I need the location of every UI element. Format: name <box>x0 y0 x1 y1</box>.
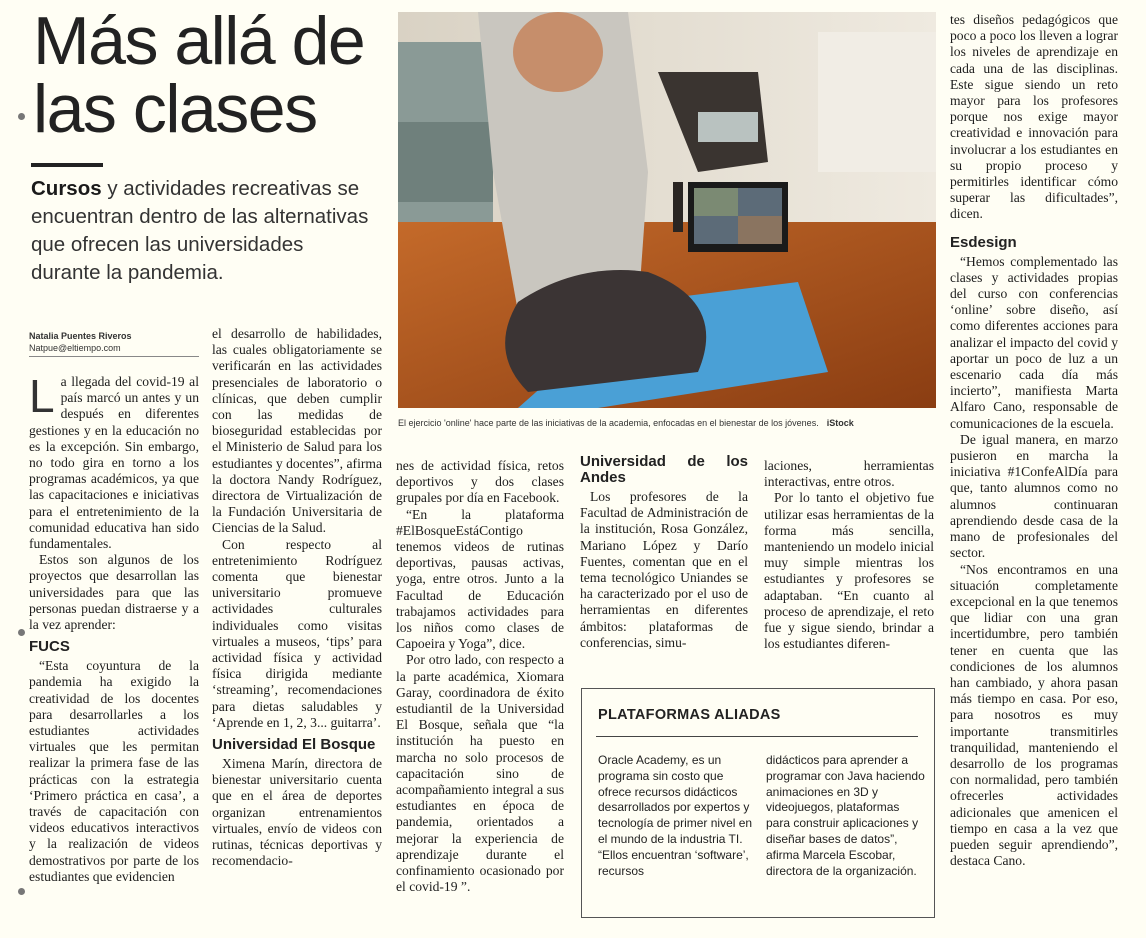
col1-paragraph-3: “Esta coyuntura de la pandemia ha exigido la creatividad de los docentes para desarrollarles a los estudiantes actividades virtuales que les permitan realizar la primera fase de las prácticas con la estrategia ‘Primero práctica en casa’, a través de capacitación con videos educativos interactivos y la realización de videos demostrativos por parte de los estudiantes que evidencien <box>29 658 199 884</box>
col6-paragraph-4: “Nos encontramos en una situación completamente excepcional en la que tenemos que lidiar con una gran incertidumbre, pero también tener en cuenta que las condiciones de los alumnos han cambiado, y ahora pasan más tiempo en casa. Por eso, para nosotros es muy importante transmitirles tranquilidad, manteniendo el desarrollo de los programas con normalidad, pero también ofrecerles actividades adicionales que amenicen el tiempo en casa a la vez que pueden seguir aprendiendo”, destaca Cano. <box>950 561 1118 869</box>
sidebar-title: PLATAFORMAS ALIADAS <box>598 707 781 723</box>
sidebar-rule <box>596 736 918 737</box>
subhead-fucs: FUCS <box>29 638 70 656</box>
byline-author: Natalia Puentes Riveros <box>29 331 132 341</box>
col3-paragraph-3: Por otro lado, con respecto a la parte académica, Xiomara Garay, coordinadora de éxito estudiantil de la Universidad El Bosque, señala que “la institución ha puesto en marcha no solo procesos de capacitación sino de acompañamiento integral a sus estudiantes en época de pandemia, orientados a mejorar la experiencia de aprendizaje durante el confinamiento ocasionado por el covid-19 ”. <box>396 652 564 895</box>
column-1 <box>29 374 199 924</box>
headline-line-1: Más allá de <box>33 3 365 79</box>
sidebar-left-paragraph-1: Oracle Academy, es un programa sin costo que ofrece recursos didácticos desarrollados por expertos y tecnología de primer nivel en el mundo de la industria TI. <box>598 753 753 846</box>
col2-paragraph-3: Ximena Marín, directora de bienestar universitario cuenta que en el área de deportes organizan entrenamientos virtuales, envío de videos con rutinas, técnicas deportivas y recomendacio- <box>212 756 382 869</box>
col6-paragraph-2: “Hemos complementado las clases y actividades propias del curso con conferencias ‘online’ sobre diseño, así como diferentes acciones para analizar el impacto del covid y aportar un poco de luz a un escenario cada día más incierto”, manifiesta Marta Alfaro Cano, responsable de comunicaciones de la escuela. <box>950 253 1118 431</box>
headline-line-2: las clases <box>33 71 317 147</box>
col2-paragraph-2: Con respecto al entretenimiento Rodríguez comenta que bienestar universitario promueve actividades culturales individuales como visitas virtuales a museos, ‘tips’ para actividad física y actividad física dirigida mediante ‘streaming’, recomendaciones para dietas saludables y ‘Aprende en 1, 2, 3... guitarra’. <box>212 536 382 730</box>
sidebar-column-right <box>766 753 926 879</box>
subhead-esdesign: Esdesign <box>950 233 1017 251</box>
col3-paragraph-1: nes de actividad física, retos deportivos y dos clases grupales por día en Facebook. <box>396 458 564 506</box>
byline-email: Natpue@eltiempo.com <box>29 343 121 353</box>
drop-cap: L <box>29 374 55 422</box>
col5-paragraph-2: Por lo tanto el objetivo fue utilizar esas herramientas de la forma más sencilla, manteniendo un modelo inicial muy simple mientras los estudiantes y profesores se adaptaban. “En cuanto al proceso de aprendizaje, el reto fue y sigue siendo, brindar a los estudiantes diferen- <box>764 490 934 652</box>
col3-paragraph-2: “En la plataforma #ElBosqueEstáContigo tenemos videos de rutinas deportivas, pausas activas, yoga, entre otros. Junto a la Facultad de Educación trabajamos actividades para los niños como clases de Capoeira y Yoga”, dice. <box>396 506 564 652</box>
sidebar-column-left <box>598 753 754 879</box>
caption-text: El ejercicio 'online' hace parte de las iniciativas de la academia, enfocadas en el bienestar de los jóvenes. <box>398 418 819 428</box>
deck-text: y actividades recreativas se encuentran dentro de las alternativas que ofrecen las universidades durante la pandemia. <box>31 177 369 284</box>
sidebar-left-paragraph-2: “Ellos encuentran ‘software’, recursos <box>598 847 749 878</box>
column-3 <box>396 458 564 924</box>
photo-caption <box>398 413 938 431</box>
registration-mark <box>18 629 25 636</box>
column-4 <box>580 452 748 662</box>
column-2 <box>212 326 382 924</box>
photo-credit: iStock <box>826 418 854 428</box>
column-5 <box>764 458 934 663</box>
col1-paragraph-2: Estos son algunos de los proyectos que desarrollan las universidades para que las personas puedan distraerse y a la vez aprender: <box>29 552 199 633</box>
subhead-los-andes: Universidad de los Andes <box>580 453 748 486</box>
byline-rule <box>29 356 199 357</box>
col6-paragraph-3: De igual manera, en marzo pusieron en marcha la iniciativa #1ConfeAlDía para que, tanto alumnos como no alumnos continuaran aprendiendo desde casa de la mano de profesionales del sector. <box>950 431 1118 561</box>
sidebar-box <box>581 688 935 918</box>
col5-paragraph-1: laciones, herramientas interactivas, entre otros. <box>764 458 934 490</box>
col1-paragraph-1: a llegada del covid-19 al país marcó un antes y un después en diferentes gestiones y en la educación no es la excepción. Sin embargo, no todo gira en torno a los programas académicos, ya que las capacitaciones e iniciativas para el entretenimiento de la comunidad educativa han sido fundamentales. <box>29 374 199 552</box>
deck <box>31 175 376 287</box>
registration-mark <box>18 113 25 120</box>
subhead-el-bosque: Universidad El Bosque <box>212 736 376 754</box>
deck-rule <box>31 163 103 167</box>
col2-paragraph-1: el desarrollo de habilidades, las cuales obligatoriamente se verificarán en las actividades presenciales de laboratorio o clínicas, que deben cumplir con las medidas de bioseguridad establecidas por el Ministerio de Salud para los estudiantes y docentes”, afirma la doctora Nandy Rodríguez, directora de Virtualización de la Fundación Universitaria de Ciencias de la Salud. <box>212 326 382 536</box>
col6-paragraph-1: tes diseños pedagógicos que poco a poco los lleven a lograr los niveles de aprendizaje en cada una de las disciplinas. Este sigue siendo un reto mayor para los profesores porque nos exige mayor creatividad e innovación para involucrar a los estudiantes en su propio proceso y permitirles identificar cómo superar las dificultades”, dicen. <box>950 12 1118 222</box>
byline <box>29 330 199 354</box>
sidebar-right-paragraph-1: didácticos para aprender a programar con Java haciendo animaciones en 3D y videojuegos, plataformas para construir aplicaciones y diseñar bases de datos”, afirma Marcela Escobar, directora de la organización. <box>766 753 925 878</box>
col4-paragraph-1: Los profesores de la Facultad de Administración de la institución, Rosa González, Mariano López y Darío Fuentes, comentan que en el tema tecnológico Uniandes se ha caracterizado por el uso de herramientas en diferentes ámbitos: plataformas de conferencias, simu- <box>580 489 748 650</box>
registration-mark <box>18 888 25 895</box>
deck-bold: Cursos <box>31 177 102 200</box>
column-6 <box>950 12 1118 924</box>
article-photo <box>398 12 936 408</box>
